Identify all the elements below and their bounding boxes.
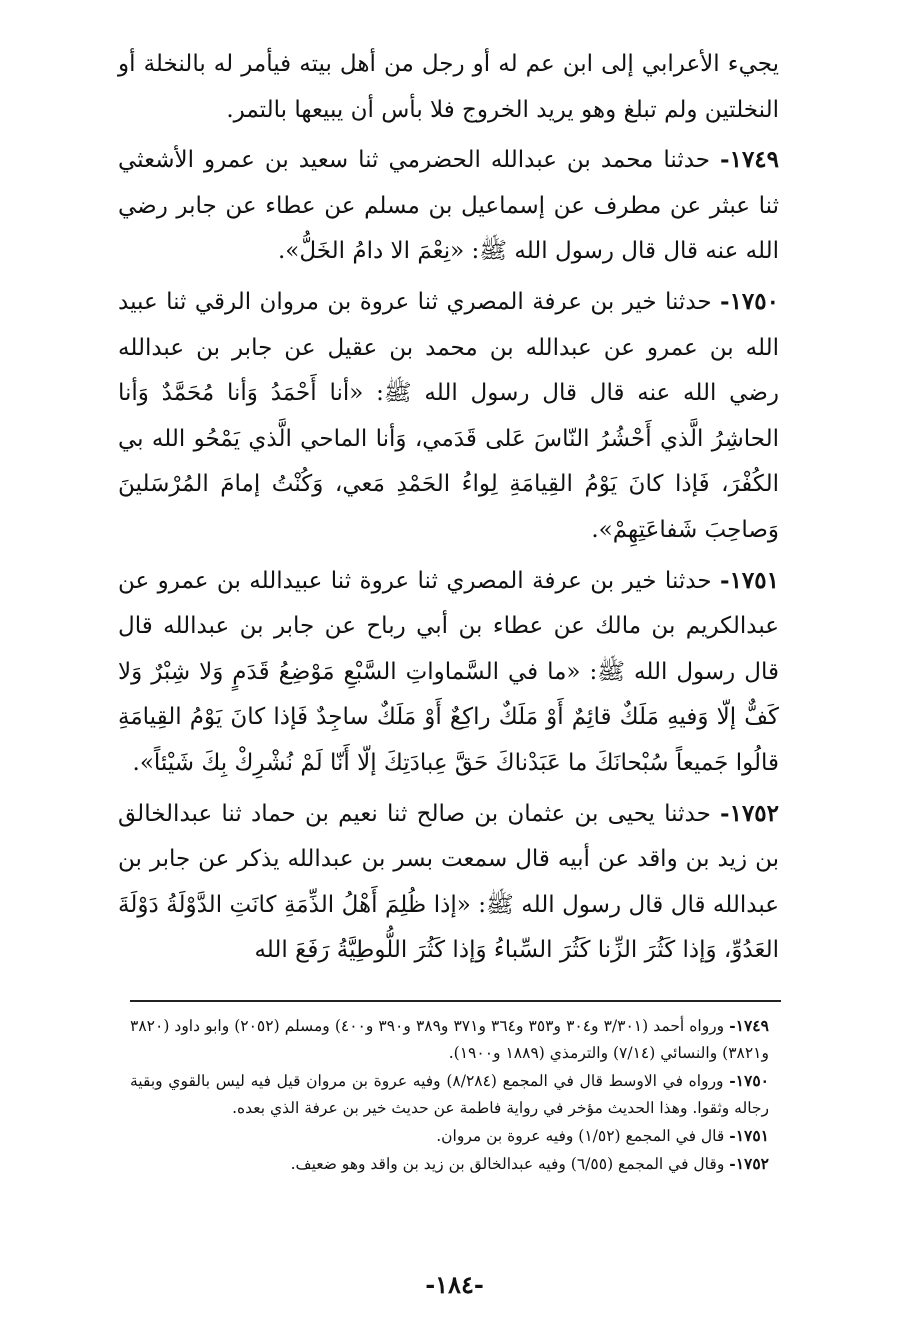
footnote-1752: [130, 1150, 769, 1178]
footnote-text: ورواه أحمد (٣/٣٠١ و٣٠٤ و٣٥٣ و٣٦٤ و٣٧١ و٣٨٩ و٣٩٠ و٤٠٠) ومسلم (٢٠٥٢) وابو داود (٣٨٢٠ و٣٨٢١) والنسائي (٧/١٤) والترمذي (١٨٨٩ و١٩٠٠).: [130, 1017, 769, 1062]
footnote-divider: [130, 1000, 781, 1002]
hadith-text: حدثنا محمد بن عبدالله الحضرمي ثنا سعيد بن عمرو الأشعثي ثنا عبثر عن مطرف عن إسماعيل بن مسلم عن عطاء عن جابر رضي الله عنه قال قال رسول الله ﷺ: «نِعْمَ الا دامُ الخَلُّ».: [118, 147, 779, 265]
footnote-text: قال في المجمع (١/٥٢) وفيه عروة بن مروان.: [436, 1127, 725, 1145]
hadith-1749: [118, 137, 779, 275]
footnote-number: ١٧٥٢-: [729, 1154, 769, 1173]
footnote-1751: [130, 1122, 769, 1150]
hadith-1750: [118, 279, 779, 554]
footnote-text: وقال في المجمع (٦/٥٥) وفيه عبدالخالق بن زيد بن واقد وهو ضعيف.: [290, 1155, 725, 1173]
footnote-number: ١٧٤٩-: [729, 1016, 769, 1035]
footnote-1750: [130, 1067, 769, 1122]
hadith-number: ١٧٥١-: [720, 566, 779, 594]
footnote-1749: [130, 1012, 769, 1067]
hadith-1751: [118, 558, 779, 787]
hadith-number: ١٧٤٩-: [720, 146, 780, 174]
intro-paragraph: يجيء الأعرابي إلى ابن عم له أو رجل من أهل بيته فيأمر له بالنخلة أو النخلتين ولم تبلغ وهو يريد الخروج فلا بأس أن يبيعها بالتمر.: [118, 51, 779, 123]
main-text: [118, 42, 779, 974]
footnotes: [130, 1012, 769, 1178]
hadith-text: حدثنا يحيى بن عثمان بن صالح ثنا نعيم بن حماد ثنا عبدالخالق بن زيد بن واقد عن أبيه قال سمعت بسر بن عبدالله يذكر عن جابر بن عبدالله قال قال رسول الله ﷺ: «إذا ظُلِمَ أَهْلُ الذِّمَةِ كانَتِ الدَّوْلَةُ دَوْلَةَ العَدُوِّ، وَإذا كَثُرَ الزِّنا كَثُرَ السِّباءُ وَإذا كَثُرَ اللُّوطِيَّةُ رَفَعَ الله: [118, 800, 779, 964]
hadith-text: حدثنا خير بن عرفة المصري ثنا عروة بن مروان الرقي ثنا عبيد الله بن عمرو عن عبدالله بن محمد بن عقيل عن جابر بن عبدالله رضي الله عنه قال قال رسول الله ﷺ: «أنا أَحْمَدُ وَأنا مُحَمَّدٌ وَأنا الحاشِرُ الَّذي أَحْشُرُ النّاسَ عَلى قَدَمي، وَأنا الماحي الَّذي يَمْحُو الله بي الكُفْرَ، فَإذا كانَ يَوْمُ القِيامَةِ لِواءُ الحَمْدِ مَعي، وَكُنْتُ إمامَ المُرْسَلينَ وَصاحِبَ شَفاعَتِهِمْ».: [118, 288, 779, 543]
footnote-number: ١٧٥١-: [729, 1126, 769, 1145]
hadith-text: حدثنا خير بن عرفة المصري ثنا عروة ثنا عبيدالله بن عمرو عن عبدالكريم بن مالك عن عطاء بن أبي رباح عن جابر بن عبدالله قال قال رسول الله ﷺ: «ما في السَّماواتِ السَّبْعِ مَوْضِعُ قَدَمٍ وَلا شِبْرٌ وَلا كَفٌّ إلّا وَفيهِ مَلَكٌ قائِمٌ أَوْ مَلَكٌ راكِعٌ أَوْ مَلَكٌ ساجِدٌ فَإذا كانَ يَوْمُ القِيامَةِ قالُوا جَميعاً سُبْحانَكَ ما عَبَدْناكَ حَقَّ عِبادَتِكَ إلّا أَنّا لَمْ نُشْرِكْ بِكَ شَيْئاً».: [118, 567, 779, 776]
hadith-number: ١٧٥٠-: [720, 287, 779, 315]
hadith-1752: [118, 791, 779, 974]
hadith-number: ١٧٥٢-: [720, 799, 780, 827]
page-number: -١٨٤-: [425, 1270, 484, 1299]
footnote-text: ورواه في الاوسط قال في المجمع (٨/٢٨٤) وفيه عروة بن مروان قيل فيه ليس بالقوي وبقية رجاله وثقوا. وهذا الحديث مؤخر في رواية فاطمة عن حديث خير بن عرفة الذي بعده.: [130, 1072, 769, 1117]
footnote-number: ١٧٥٠-: [729, 1071, 769, 1090]
